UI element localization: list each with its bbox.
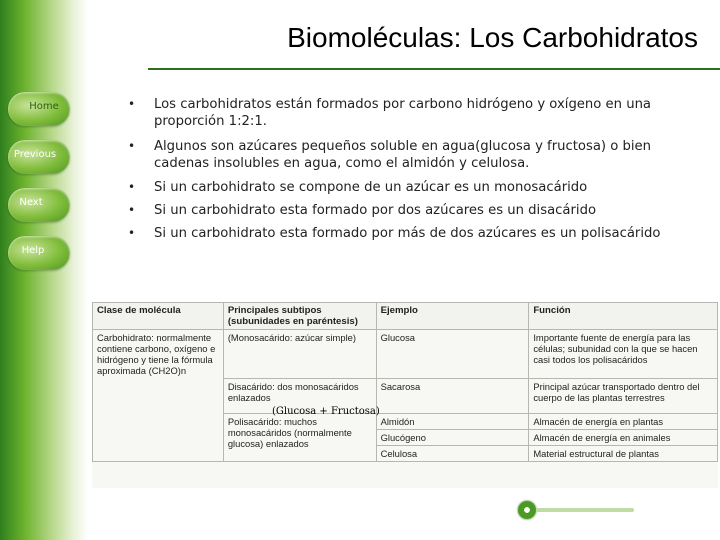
table-cell: Glucosa: [376, 330, 529, 379]
bullet-list: [128, 96, 703, 242]
bullet-item: • Los carbohidratos están formados por carbono hidrógeno y oxígeno en una proporción 1:2:1.: [128, 96, 703, 130]
table-class-cell: Carbohidrato: normalmente contiene carbono, oxígeno e hidrógeno y tiene la fórmula aproximada (CH2O)n: [93, 330, 224, 462]
table-cell: Polisacárido: muchos monosacáridos (normalmente glucosa) enlazados: [223, 414, 376, 462]
table-cell: (Monosacárido: azúcar simple): [223, 330, 376, 379]
sidebar: [0, 0, 88, 540]
bullet-item: • Si un carbohidrato esta formado por más de dos azúcares es un polisacárido: [128, 225, 703, 242]
previous-label: Previous: [13, 149, 57, 160]
table-header-row: [93, 303, 718, 330]
next-button[interactable]: [8, 188, 70, 222]
table-annotation: (Glucosa + Fructosa): [272, 406, 380, 417]
table-cell: Almidón: [376, 414, 529, 430]
home-label: Home: [29, 101, 59, 112]
title-divider: [148, 68, 720, 70]
page-title: Biomoléculas: Los Carbohidratos: [287, 22, 698, 53]
table-cell: Importante fuente de energía para las células; subunidad con la que se hacen casi todos los polisacáridos: [529, 330, 718, 379]
progress-decoration: [536, 508, 634, 512]
carbohydrate-table-image: [92, 302, 718, 488]
table-cell: Almacén de energía en animales: [529, 430, 718, 446]
carbohydrate-table: [92, 302, 718, 462]
table-header-cell: Ejemplo: [376, 303, 529, 330]
previous-button[interactable]: [8, 140, 70, 174]
table-cell: Glucógeno: [376, 430, 529, 446]
table-header-cell: Principales subtipos (subunidades en paréntesis): [223, 303, 376, 330]
home-button[interactable]: [8, 92, 70, 126]
table-cell: Material estructural de plantas: [529, 446, 718, 462]
bullet-item: • Si un carbohidrato esta formado por dos azúcares es un disacárido: [128, 202, 703, 219]
table-header-cell: Función: [529, 303, 718, 330]
bullet-item: • Si un carbohidrato se compone de un azúcar es un monosacárido: [128, 179, 703, 196]
table-cell: Disacárido: dos monosacáridos enlazados: [223, 379, 376, 414]
table-cell: Celulosa: [376, 446, 529, 462]
help-button[interactable]: [8, 236, 70, 270]
table-header-cell: Clase de molécula: [93, 303, 224, 330]
help-label: Help: [21, 245, 45, 256]
table-cell: Almacén de energía en plantas: [529, 414, 718, 430]
table-cell: Principal azúcar transportado dentro del cuerpo de las plantas terrestres: [529, 379, 718, 414]
table-cell: Sacarosa: [376, 379, 529, 414]
green-circle-icon: [518, 501, 536, 519]
bullet-item: • Algunos son azúcares pequeños soluble en agua(glucosa y fructosa) o bien cadenas insolubles en agua, como el almidón y celulosa.: [128, 138, 703, 172]
table-row: [93, 330, 718, 379]
next-label: Next: [19, 197, 43, 208]
